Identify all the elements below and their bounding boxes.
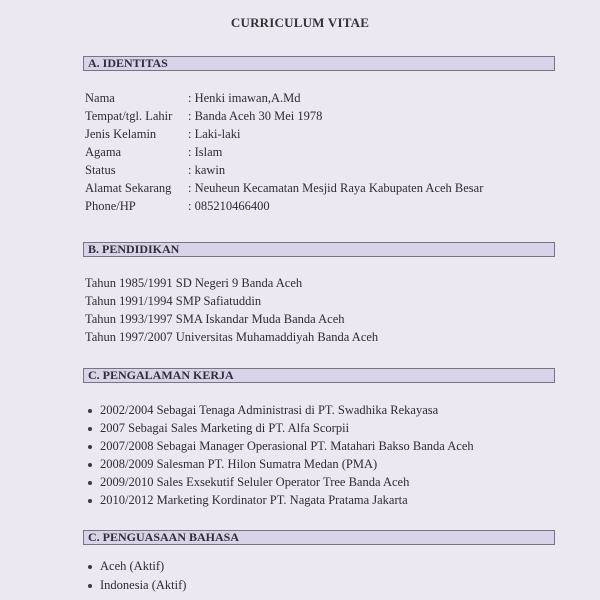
bullet-icon [88,409,92,413]
field-value: : Banda Aceh 30 Mei 1978 [188,109,323,123]
section-header-penguasaan-bahasa [83,530,555,545]
bullet-icon [88,427,92,431]
section-header-identitas [83,56,555,71]
experience-text: 2007 Sebagai Sales Marketing di PT. Alfa Scorpii [100,421,350,435]
bullet-icon [88,481,92,485]
bullet-icon [88,565,92,569]
document-title: CURRICULUM VITAE [230,15,370,30]
education-item: Tahun 1997/2007 Universitas Muhamaddiyah Banda Aceh [85,330,379,344]
experience-text: 2009/2010 Sales Exsekutif Seluler Operator Tree Banda Aceh [100,475,410,489]
experience-text: 2008/2009 Salesman PT. Hilon Sumatra Medan (PMA) [100,457,378,471]
field-label: Status [85,163,116,177]
language-text: Aceh (Aktif) [100,559,165,573]
field-value: : Laki-laki [188,127,241,141]
experience-text: 2002/2004 Sebagai Tenaga Administrasi di PT. Swadhika Rekayasa [100,403,439,417]
field-label: Jenis Kelamin [85,127,157,141]
field-label: Alamat Sekarang [85,181,172,195]
section-header-pendidikan [83,242,555,257]
experience-text: 2007/2008 Sebagai Manager Operasional PT. Matahari Bakso Banda Aceh [100,439,474,453]
bullet-icon [88,499,92,503]
section-header-pengalaman-kerja [83,368,555,383]
field-label: Agama [85,145,122,159]
field-value: : 085210466400 [188,199,270,213]
field-value: : Henki imawan,A.Md [188,91,301,105]
education-item: Tahun 1993/1997 SMA Iskandar Muda Banda Aceh [85,312,345,326]
education-item: Tahun 1985/1991 SD Negeri 9 Banda Aceh [85,276,303,290]
bullet-icon [88,584,92,588]
section-heading: C. PENGUASAAN BAHASA [88,530,240,544]
experience-text: 2010/2012 Marketing Kordinator PT. Nagata Pratama Jakarta [100,493,408,507]
section-heading: A. IDENTITAS [88,56,168,70]
field-label: Phone/HP [85,199,136,213]
field-value: : Neuheun Kecamatan Mesjid Raya Kabupaten Aceh Besar [188,181,484,195]
language-text: Indonesia (Aktif) [100,578,187,592]
field-value: : Islam [188,145,223,159]
field-label: Tempat/tgl. Lahir [85,109,173,123]
field-label: Nama [85,91,115,105]
bullet-icon [88,463,92,467]
section-heading: C. PENGALAMAN KERJA [88,368,234,382]
education-item: Tahun 1991/1994 SMP Safiatuddin [85,294,262,308]
section-heading: B. PENDIDIKAN [88,242,180,256]
bullet-icon [88,445,92,449]
field-value: : kawin [188,163,226,177]
